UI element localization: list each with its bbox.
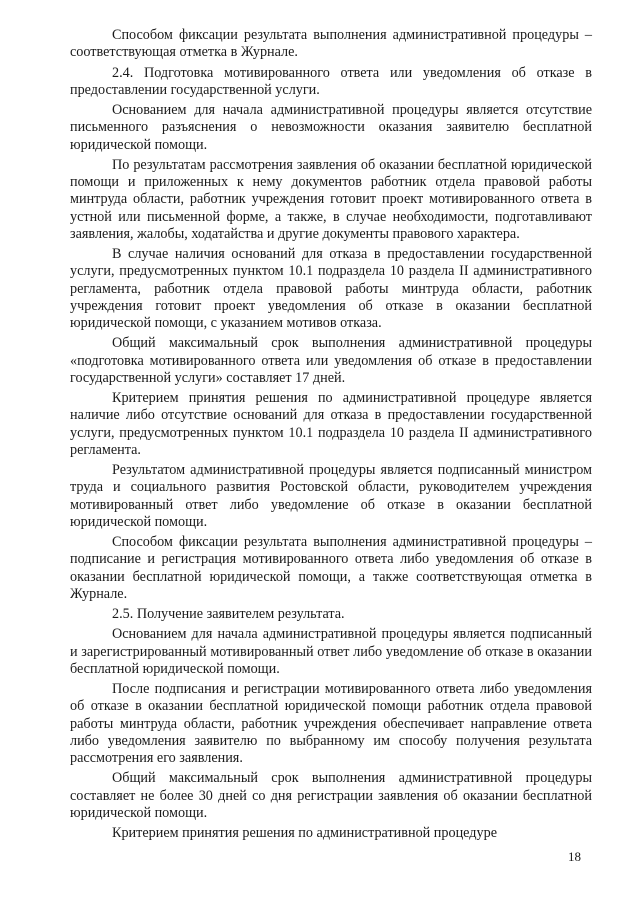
paragraph-max-term-30-days: Общий максимальный срок выполнения административной процедуры составляет не более 30 дней со дня регистрации заявления об оказании бесплатной юридической помощи.: [70, 770, 592, 821]
paragraph-procedure-result: Результатом административной процедуры является подписанный министром труда и социального развития Ростовской области, руководителем учреждения мотивированный ответ либо уведомление об отказе в оказании бесплатной юридической помощи.: [70, 462, 592, 530]
paragraph-criterion-continued: Критерием принятия решения по административной процедуре: [112, 825, 497, 841]
paragraph-sending-answer: После подписания и регистрации мотивированного ответа либо уведомления об отказе в оказании бесплатной юридической помощи работник отдела правовой работы минтруда области, работник учреждения обеспечивает направление ответа либо уведомления заявителю по выбранному им способу получения результата рассмотрения его заявления.: [70, 681, 592, 766]
document-body: [70, 27, 592, 842]
paragraph-max-term-17-days: Общий максимальный срок выполнения административной процедуры «подготовка мотивированного ответа или уведомления об отказе в предоставлении государственной услуги» составляет 17 дней.: [70, 335, 592, 386]
paragraph-basis-signed-answer: Основанием для начала административной процедуры является подписанный и зарегистрированный мотивированный ответ либо уведомление об отказе в оказании бесплатной юридической помощи.: [70, 626, 592, 677]
paragraph-result-recording-signing: Способом фиксации результата выполнения административной процедуры – подписание и регистрация мотивированного ответа либо уведомления об отказе в оказании бесплатной юридической помощи, а также соответствующая отметка в Журнале.: [70, 534, 592, 602]
paragraph-basis-start: Основанием для начала административной процедуры является отсутствие письменного разъяснения о невозможности оказания заявителю бесплатной юридической помощи.: [70, 102, 592, 153]
page-number: 18: [568, 849, 581, 864]
section-heading-2-5: 2.5. Получение заявителем результата.: [112, 606, 345, 622]
section-heading-2-4: 2.4. Подготовка мотивированного ответа или уведомления об отказе в предоставлении государственной услуги.: [70, 64, 592, 98]
paragraph-refusal-grounds: В случае наличия оснований для отказа в предоставлении государственной услуги, предусмотренных пунктом 10.1 подраздела 10 раздела II административного регламента, работник отдела правовой работы минтруда области, работник учреждения готовит проект уведомления об отказе в оказании бесплатной юридической помощи, с указанием мотивов отказа.: [70, 246, 592, 331]
paragraph-result-recording-journal: Способом фиксации результата выполнения административной процедуры – соответствующая отметка в Журнале.: [70, 27, 592, 61]
paragraph-review-results: По результатам рассмотрения заявления об оказании бесплатной юридической помощи и приложенных к нему документов работник отдела правовой работы минтруда области, работник учреждения готовит проект мотивированного ответа в устной или письменной форме, а также, в случае необходимости, подготавливают заявления, жалобы, ходатайства и другие документы правового характера.: [70, 156, 592, 242]
paragraph-decision-criterion: Критерием принятия решения по административной процедуре является наличие либо отсутствие оснований для отказа в предоставлении государственной услуги, предусмотренных пунктом 10.1 подраздела 10 раздела II административного регламента.: [70, 390, 592, 458]
